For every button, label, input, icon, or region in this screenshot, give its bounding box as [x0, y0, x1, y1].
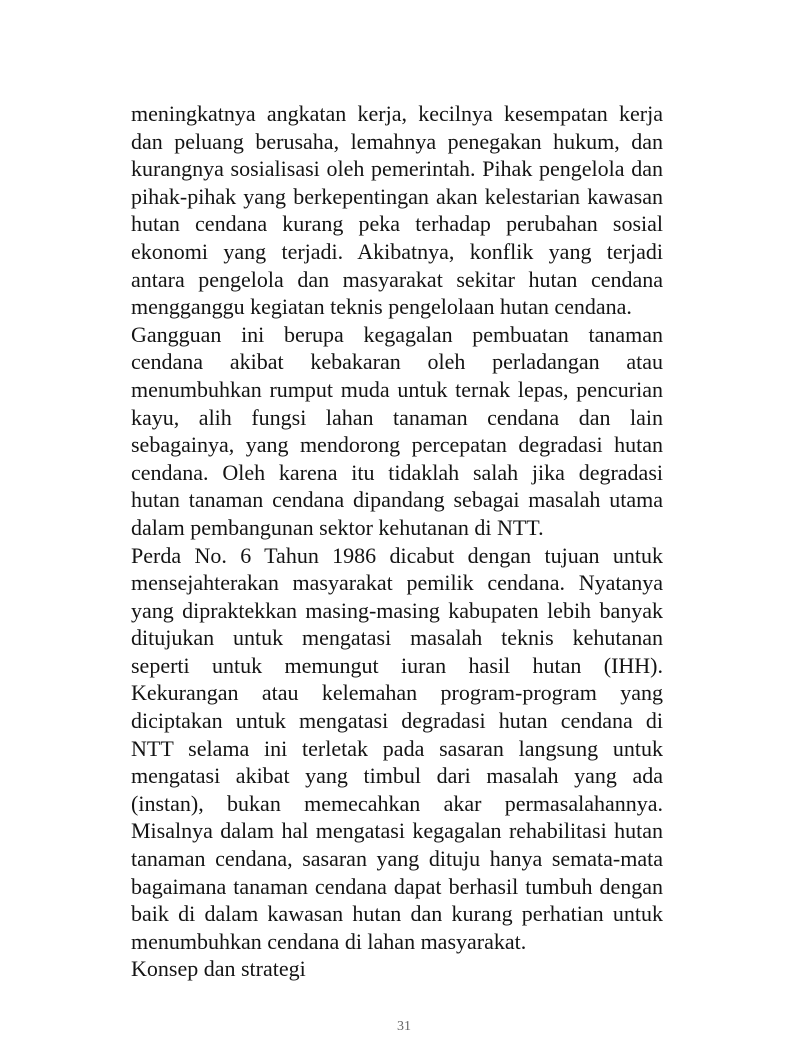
text-line: cendana. Oleh karena itu tidaklah salah jika degradasi [131, 459, 663, 485]
text-line: pihak-pihak yang berkepentingan akan kelestarian kawasan [131, 183, 663, 209]
text-line: meningkatnya angkatan kerja, kecilnya kesempatan kerja [131, 101, 663, 126]
text-line: Perda No. 6 Tahun 1986 dicabut dengan tujuan untuk [131, 542, 663, 568]
text-body [131, 100, 663, 983]
text-line: ditujukan untuk mengatasi masalah teknis kehutanan [131, 625, 663, 651]
text-line: (instan), bukan memecahkan akar permasalahannya. [131, 790, 663, 816]
text-line: menumbuhkan cendana di lahan masyarakat. [131, 928, 527, 954]
text-line: Kekurangan atau kelemahan program-program yang [131, 680, 663, 706]
text-line: hutan cendana kurang peka terhadap perubahan sosial [131, 211, 663, 237]
paragraph [131, 321, 663, 542]
text-line: bagaimana tanaman cendana dapat berhasil tumbuh dengan [131, 873, 663, 899]
text-line: cendana akibat kebakaran oleh perladangan atau [131, 349, 663, 375]
text-line: kurangnya sosialisasi oleh pemerintah. Pihak pengelola dan [131, 156, 663, 182]
text-line: dan peluang berusaha, lemahnya penegakan hukum, dan [131, 128, 663, 154]
text-line: mensejahterakan masyarakat pemilik cendana. Nyatanya [131, 570, 663, 596]
text-line: Misalnya dalam hal mengatasi kegagalan rehabilitasi hutan [131, 818, 663, 844]
text-line: antara pengelola dan masyarakat sekitar hutan cendana [131, 266, 663, 292]
text-line: mengganggu kegiatan teknis pengelolaan hutan cendana. [131, 294, 632, 320]
text-line: menumbuhkan rumput muda untuk ternak lepas, pencurian [131, 376, 663, 402]
text-line: kayu, alih fungsi lahan tanaman cendana dan lain [131, 404, 663, 430]
page-number: 31 [397, 1019, 411, 1034]
text-line: hutan tanaman cendana dipandang sebagai masalah utama [131, 487, 663, 513]
text-line: baik di dalam kawasan hutan dan kurang perhatian untuk [131, 901, 663, 927]
text-line: sebagainya, yang mendorong percepatan degradasi hutan [131, 432, 663, 458]
text-line: seperti untuk memungut iuran hasil hutan (IHH). [131, 652, 663, 678]
text-line: Konsep dan strategi [131, 956, 306, 982]
text-line: diciptakan untuk mengatasi degradasi hutan cendana di [131, 708, 663, 734]
paragraph [131, 542, 663, 956]
text-line: yang dipraktekkan masing-masing kabupaten lebih banyak [131, 597, 663, 623]
paragraph [131, 100, 663, 321]
text-line: mengatasi akibat yang timbul dari masalah yang ada [131, 763, 663, 789]
text-line: tanaman cendana, sasaran yang dituju hanya semata-mata [131, 846, 663, 872]
paragraph [131, 955, 663, 983]
text-line: ekonomi yang terjadi. Akibatnya, konflik yang terjadi [131, 238, 663, 264]
text-line: dalam pembangunan sektor kehutanan di NTT. [131, 514, 544, 540]
text-line: NTT selama ini terletak pada sasaran langsung untuk [131, 735, 663, 761]
text-line: Gangguan ini berupa kegagalan pembuatan tanaman [131, 321, 663, 347]
